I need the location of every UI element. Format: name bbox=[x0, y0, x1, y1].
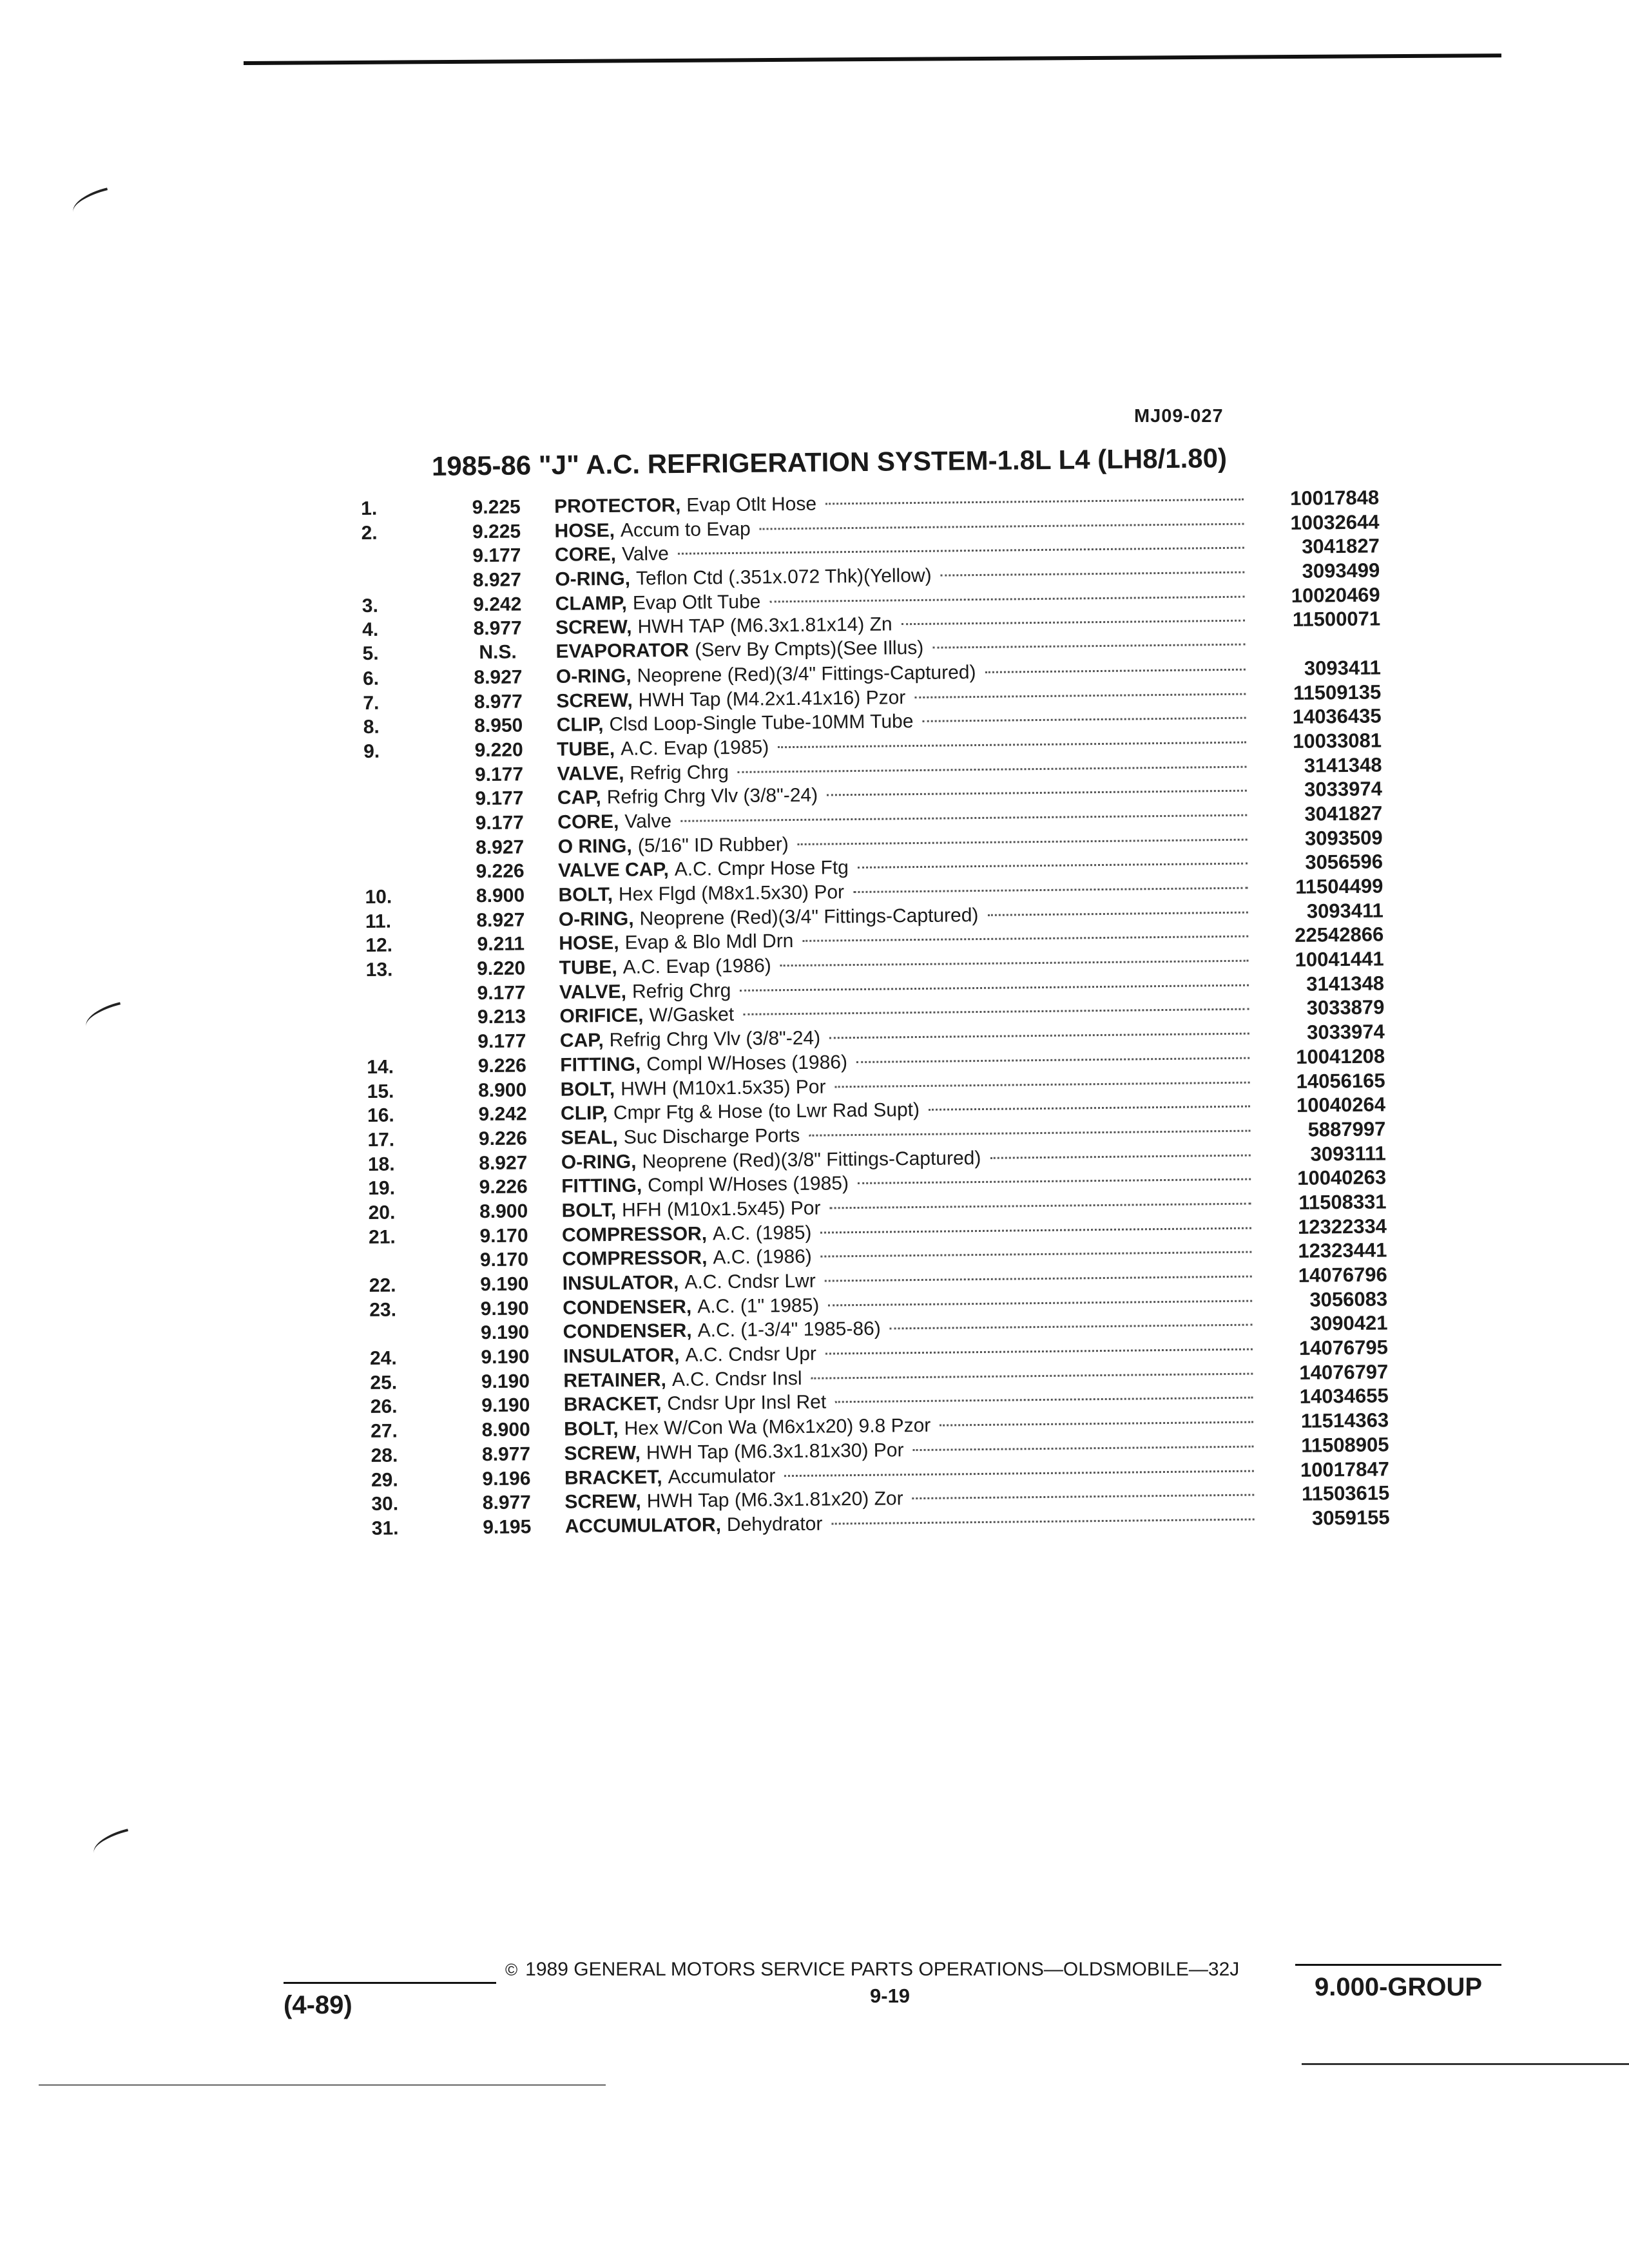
part-spec: A.C. Cndsr Lwr bbox=[684, 1270, 816, 1293]
part-number: 10020469 bbox=[1291, 583, 1380, 607]
group-number: 9.226 bbox=[479, 1176, 528, 1198]
part-spec: Dehydrator bbox=[726, 1513, 823, 1536]
ref-number: 16. bbox=[367, 1104, 394, 1127]
ref-number: 14. bbox=[367, 1056, 394, 1078]
page-number: 9-19 bbox=[870, 1984, 911, 2007]
part-number: 11509135 bbox=[1293, 680, 1382, 704]
ref-number: 9. bbox=[363, 740, 380, 762]
part-number: 3090421 bbox=[1309, 1311, 1388, 1336]
part-number: 3056083 bbox=[1309, 1287, 1388, 1311]
part-number: 14076795 bbox=[1298, 1336, 1389, 1360]
ref-number: 25. bbox=[370, 1372, 398, 1394]
part-spec: A.C. (1986) bbox=[713, 1246, 813, 1269]
part-name: CLIP, bbox=[560, 1102, 608, 1124]
part-name: SCREW, bbox=[556, 689, 633, 712]
part-name: VALVE, bbox=[557, 762, 624, 785]
part-spec: Valve bbox=[621, 543, 669, 566]
part-spec: Suc Discharge Ports bbox=[623, 1124, 800, 1148]
dot-leader bbox=[827, 790, 1247, 796]
dot-leader bbox=[890, 1324, 1253, 1330]
document-code: MJ09-027 bbox=[1134, 406, 1224, 427]
dot-leader bbox=[941, 572, 1245, 577]
dot-leader bbox=[940, 1421, 1253, 1427]
part-number: 11500071 bbox=[1292, 607, 1381, 631]
part-spec: Cmpr Ftg & Hose (to Lwr Rad Supt) bbox=[613, 1099, 920, 1124]
ref-number: 31. bbox=[371, 1517, 399, 1539]
part-spec: Neoprene (Red)(3/8" Fittings-Captured) bbox=[642, 1147, 981, 1173]
part-number: 3033974 bbox=[1306, 1020, 1385, 1044]
group-number: 9.242 bbox=[478, 1103, 527, 1126]
part-name: CLIP, bbox=[556, 714, 604, 736]
group-number: 8.900 bbox=[476, 885, 525, 907]
dot-leader bbox=[856, 1057, 1249, 1062]
part-number: 22542866 bbox=[1295, 923, 1384, 947]
part-name: CAP, bbox=[559, 1030, 604, 1052]
group-number: 9.190 bbox=[481, 1346, 530, 1369]
part-spec: Accumulator bbox=[668, 1465, 776, 1488]
part-number: 3056596 bbox=[1305, 850, 1383, 874]
group-number: 9.190 bbox=[481, 1394, 530, 1417]
footer-copyright bbox=[505, 1959, 1239, 1981]
part-spec: Hex Flgd (M8x1.5x30) Por bbox=[618, 881, 845, 905]
part-spec: W/Gasket bbox=[649, 1004, 735, 1026]
part-number: 11508905 bbox=[1301, 1433, 1389, 1457]
group-number: 9.190 bbox=[480, 1273, 529, 1296]
ref-number bbox=[367, 1048, 444, 1049]
part-spec: Clsd Loop-Single Tube-10MM Tube bbox=[609, 711, 914, 736]
group-number: 9.196 bbox=[482, 1467, 531, 1490]
dot-leader bbox=[828, 1300, 1252, 1306]
dot-leader bbox=[738, 765, 1247, 773]
part-spec: HFH (M10x1.5x45) Por bbox=[621, 1197, 821, 1221]
part-number: 11504499 bbox=[1295, 874, 1383, 898]
part-name: BOLT, bbox=[560, 1078, 615, 1100]
ref-number bbox=[365, 878, 442, 879]
part-number: 10040264 bbox=[1296, 1093, 1386, 1117]
part-number: 3093499 bbox=[1302, 559, 1380, 582]
part-spec: Refrig Chrg Vlv (3/8"-24) bbox=[606, 784, 818, 809]
part-name: CONDENSER, bbox=[563, 1296, 692, 1319]
dot-leader bbox=[853, 887, 1248, 893]
part-spec: Refrig Chrg Vlv (3/8"-24) bbox=[609, 1027, 821, 1052]
group-number: 9.211 bbox=[477, 933, 525, 956]
part-spec: Compl W/Hoses (1985) bbox=[648, 1173, 849, 1196]
group-number: 9.242 bbox=[473, 593, 522, 615]
part-number: 3033879 bbox=[1306, 995, 1385, 1020]
part-spec: A.C. Cndsr Insl bbox=[671, 1367, 802, 1390]
part-number: 3041827 bbox=[1302, 534, 1380, 559]
part-number: 12322334 bbox=[1297, 1215, 1387, 1238]
ref-number bbox=[361, 587, 439, 588]
part-name: SEAL, bbox=[561, 1126, 618, 1149]
part-spec: A.C. (1-3/4" 1985-86) bbox=[697, 1318, 881, 1341]
ref-number: 7. bbox=[363, 692, 380, 714]
group-number: 8.927 bbox=[476, 909, 525, 931]
group-number: 9.226 bbox=[478, 1128, 528, 1150]
dot-leader bbox=[831, 1518, 1254, 1524]
part-name: O-RING, bbox=[555, 665, 631, 687]
part-number: 3041827 bbox=[1304, 802, 1383, 825]
ref-number bbox=[364, 781, 441, 782]
part-spec: Cndsr Upr Insl Ret bbox=[667, 1391, 827, 1415]
part-number bbox=[1252, 649, 1381, 651]
ref-number: 10. bbox=[365, 886, 392, 908]
group-number: 9.177 bbox=[477, 982, 526, 1004]
part-number: 14056165 bbox=[1296, 1068, 1385, 1093]
parts-list bbox=[361, 485, 1390, 1540]
ref-number: 19. bbox=[368, 1177, 396, 1200]
ref-number: 3. bbox=[361, 595, 378, 617]
ref-number: 23. bbox=[369, 1299, 397, 1321]
dot-leader bbox=[912, 1494, 1255, 1500]
dot-leader bbox=[834, 1081, 1249, 1088]
dot-leader bbox=[932, 644, 1245, 649]
group-number: 9.225 bbox=[472, 521, 521, 543]
part-number: 14034655 bbox=[1299, 1384, 1389, 1408]
ref-number: 22. bbox=[369, 1274, 396, 1296]
group-number: 9.177 bbox=[477, 1030, 526, 1053]
part-name: O-RING, bbox=[558, 908, 634, 930]
part-number: 3093509 bbox=[1304, 826, 1383, 850]
group-label: 9.000-GROUP bbox=[1315, 1973, 1483, 2001]
ref-number bbox=[366, 999, 443, 1000]
dot-leader bbox=[835, 1397, 1253, 1403]
dot-leader bbox=[922, 717, 1246, 722]
ref-number: 8. bbox=[363, 716, 380, 738]
dot-leader bbox=[929, 1106, 1250, 1111]
part-spec: (5/16" ID Rubber) bbox=[637, 833, 789, 857]
part-name: O RING, bbox=[557, 835, 632, 858]
part-number: 10040263 bbox=[1297, 1166, 1387, 1190]
part-spec: HWH Tap (M4.2x1.41x16) Pzor bbox=[638, 686, 906, 711]
part-spec: A.C. (1985) bbox=[712, 1222, 812, 1244]
dot-leader bbox=[780, 960, 1249, 967]
bottom-rule-right bbox=[1302, 2063, 1629, 2065]
part-name: CLAMP, bbox=[555, 592, 628, 615]
dot-leader bbox=[829, 1203, 1251, 1209]
part-name: INSULATOR, bbox=[562, 1271, 679, 1294]
copyright-icon: © bbox=[505, 1960, 518, 1979]
dot-leader bbox=[678, 547, 1244, 555]
binder-mark bbox=[90, 1829, 131, 1853]
part-number: 14076796 bbox=[1298, 1263, 1387, 1287]
footer-rule-left bbox=[284, 1982, 496, 1984]
group-number: 9.213 bbox=[477, 1006, 526, 1028]
dot-leader bbox=[858, 1178, 1251, 1184]
ref-number: 1. bbox=[361, 497, 378, 519]
dot-leader bbox=[985, 668, 1245, 673]
dot-leader bbox=[811, 1372, 1253, 1379]
part-spec: Evap Otlt Hose bbox=[686, 493, 817, 516]
dot-leader bbox=[809, 1129, 1250, 1136]
dot-leader bbox=[680, 814, 1247, 822]
group-number: 8.977 bbox=[473, 617, 522, 640]
ref-number: 4. bbox=[362, 619, 379, 641]
part-name: BOLT, bbox=[564, 1418, 619, 1440]
ref-number: 26. bbox=[370, 1396, 398, 1418]
dot-leader bbox=[820, 1227, 1251, 1233]
part-name: CORE, bbox=[554, 544, 617, 566]
page-title: 1985-86 "J" A.C. REFRIGERATION SYSTEM-1.8L L4 (LH8/1.80) bbox=[431, 443, 1228, 481]
ref-number: 11. bbox=[365, 910, 392, 932]
part-number: 3033974 bbox=[1304, 777, 1383, 801]
part-spec: Neoprene (Red)(3/4" Fittings-Captured) bbox=[639, 904, 979, 930]
part-number: 10032644 bbox=[1290, 510, 1380, 534]
dot-leader bbox=[987, 911, 1248, 916]
part-name: FITTING, bbox=[561, 1175, 642, 1198]
part-number: 14036435 bbox=[1292, 704, 1382, 729]
group-number: 9.226 bbox=[477, 1055, 526, 1077]
group-number: 9.226 bbox=[476, 860, 525, 883]
part-name: TUBE, bbox=[559, 956, 617, 979]
ref-number: 30. bbox=[371, 1493, 399, 1515]
part-spec: Evap & Blo Mdl Drn bbox=[624, 930, 794, 954]
group-number: 8.927 bbox=[476, 836, 525, 858]
part-name: TUBE, bbox=[556, 738, 615, 760]
footer-rule-right bbox=[1295, 1964, 1501, 1966]
group-number: 9.177 bbox=[472, 544, 521, 567]
group-number: 9.170 bbox=[479, 1249, 529, 1271]
group-number: 8.977 bbox=[481, 1443, 531, 1465]
part-spec: Neoprene (Red)(3/4" Fittings-Captured) bbox=[637, 661, 976, 687]
part-number: 3059155 bbox=[1311, 1506, 1390, 1530]
part-number: 3093411 bbox=[1306, 899, 1383, 923]
dot-leader bbox=[901, 620, 1246, 626]
ref-number: 21. bbox=[368, 1226, 396, 1248]
group-number: 9.177 bbox=[474, 763, 524, 785]
part-name: COMPRESSOR, bbox=[561, 1223, 708, 1246]
group-number: 9.170 bbox=[479, 1224, 528, 1247]
ref-number: 17. bbox=[367, 1129, 395, 1151]
part-number: 5887997 bbox=[1307, 1117, 1386, 1141]
dot-leader bbox=[858, 863, 1248, 869]
part-spec: (Serv By Cmpts)(See Illus) bbox=[695, 637, 924, 661]
group-number: 8.977 bbox=[482, 1492, 532, 1514]
part-number: 10033081 bbox=[1292, 729, 1382, 753]
top-rule bbox=[244, 53, 1501, 65]
part-number: 11503615 bbox=[1301, 1481, 1390, 1505]
dot-leader bbox=[802, 936, 1248, 942]
group-number: 9.177 bbox=[475, 812, 525, 834]
part-number: 10041441 bbox=[1295, 947, 1384, 971]
ref-number: 20. bbox=[368, 1202, 396, 1224]
part-name: O-RING, bbox=[555, 568, 631, 590]
dot-leader bbox=[743, 1008, 1249, 1015]
part-number: 10017848 bbox=[1289, 486, 1380, 510]
part-name: VALVE, bbox=[559, 981, 627, 1003]
copyright-text: 1989 GENERAL MOTORS SERVICE PARTS OPERATIONS—OLDSMOBILE—32J bbox=[525, 1959, 1240, 1980]
binder-mark bbox=[82, 1002, 124, 1026]
part-number: 14076797 bbox=[1299, 1360, 1389, 1384]
ref-number bbox=[364, 805, 441, 806]
part-spec: A.C. Evap (1986) bbox=[622, 955, 771, 978]
part-spec: HWH (M10x1.5x35) Por bbox=[620, 1075, 826, 1100]
part-number: 10041208 bbox=[1296, 1044, 1385, 1068]
part-name: CONDENSER, bbox=[563, 1320, 692, 1343]
dot-leader bbox=[760, 523, 1244, 530]
part-number: 3093411 bbox=[1304, 656, 1382, 680]
group-number: 8.900 bbox=[479, 1200, 528, 1223]
dot-leader bbox=[914, 693, 1246, 698]
part-spec: A.C. Evap (1985) bbox=[620, 736, 769, 760]
part-name: HOSE, bbox=[559, 932, 619, 955]
dot-leader bbox=[825, 1276, 1252, 1282]
dot-leader bbox=[829, 1033, 1249, 1039]
part-name: BOLT, bbox=[558, 883, 613, 906]
dot-leader bbox=[784, 1470, 1254, 1477]
part-number: 11508331 bbox=[1298, 1190, 1387, 1214]
ref-number: 28. bbox=[371, 1445, 398, 1466]
ref-number: 5. bbox=[362, 642, 379, 665]
part-spec: Valve bbox=[624, 810, 672, 832]
part-name: BRACKET, bbox=[564, 1466, 662, 1489]
part-name: PROTECTOR, bbox=[554, 494, 681, 517]
group-number: 8.927 bbox=[472, 569, 522, 591]
dot-leader bbox=[821, 1251, 1252, 1258]
ref-number: 12. bbox=[365, 934, 393, 957]
part-spec: Accum to Evap bbox=[620, 518, 751, 541]
part-spec: Refrig Chrg bbox=[630, 761, 729, 784]
part-number: 3141348 bbox=[1304, 753, 1382, 777]
dot-leader bbox=[825, 499, 1244, 505]
part-number: 12323441 bbox=[1298, 1238, 1387, 1263]
part-spec: A.C. Cndsr Upr bbox=[685, 1343, 817, 1366]
group-number: 9.195 bbox=[483, 1516, 532, 1538]
part-name: SCREW, bbox=[564, 1490, 641, 1513]
part-name: SCREW, bbox=[564, 1442, 641, 1465]
part-number: 11514363 bbox=[1300, 1408, 1389, 1432]
group-number: 8.977 bbox=[474, 690, 523, 713]
group-number: 9.190 bbox=[481, 1370, 530, 1392]
group-number: 9.225 bbox=[472, 496, 521, 519]
part-spec: HWH Tap (M6.3x1.81x30) Por bbox=[646, 1439, 904, 1464]
dot-leader bbox=[825, 1349, 1253, 1355]
part-name: CORE, bbox=[557, 811, 619, 833]
bottom-rule-left bbox=[39, 2084, 606, 2086]
ref-number: 15. bbox=[367, 1081, 394, 1102]
part-spec: Hex W/Con Wa (M6x1x20) 9.8 Pzor bbox=[624, 1414, 931, 1439]
ref-number: 6. bbox=[362, 668, 380, 689]
part-name: SCREW, bbox=[555, 617, 632, 639]
part-name: VALVE CAP, bbox=[557, 859, 669, 882]
group-number: 9.190 bbox=[480, 1298, 529, 1320]
ref-number: 24. bbox=[369, 1347, 397, 1369]
part-name: INSULATOR, bbox=[563, 1344, 680, 1367]
part-name: CAP, bbox=[557, 787, 601, 809]
part-spec: Evap Otlt Tube bbox=[632, 591, 761, 614]
group-number: 9.220 bbox=[476, 957, 526, 980]
dot-leader bbox=[778, 742, 1246, 749]
part-name: BRACKET, bbox=[563, 1393, 662, 1416]
part-name: FITTING, bbox=[560, 1053, 641, 1076]
part-name: O-RING, bbox=[561, 1151, 637, 1173]
ref-number: 18. bbox=[367, 1153, 395, 1175]
group-number: 9.177 bbox=[475, 787, 524, 810]
date-code: (4-89) bbox=[284, 1991, 352, 2019]
part-number: 10017847 bbox=[1300, 1457, 1390, 1481]
binder-mark bbox=[70, 187, 111, 212]
part-spec: A.C. (1" 1985) bbox=[697, 1294, 820, 1318]
part-name: ACCUMULATOR, bbox=[564, 1514, 722, 1537]
dot-leader bbox=[769, 595, 1244, 602]
part-name: COMPRESSOR, bbox=[562, 1247, 708, 1271]
group-number: 8.900 bbox=[477, 1079, 527, 1101]
group-number: 9.190 bbox=[480, 1321, 530, 1344]
part-spec: Teflon Ctd (.351x.072 Thk)(Yellow) bbox=[635, 564, 932, 590]
dot-leader bbox=[990, 1154, 1250, 1158]
part-name: BOLT, bbox=[561, 1199, 617, 1222]
group-number: N.S. bbox=[479, 641, 517, 664]
ref-number: 27. bbox=[371, 1420, 398, 1443]
group-number: 8.900 bbox=[481, 1419, 530, 1441]
group-number: 9.220 bbox=[474, 739, 523, 762]
group-number: 8.950 bbox=[474, 715, 523, 737]
part-name: EVAPORATOR bbox=[555, 639, 689, 662]
ref-number: 29. bbox=[371, 1468, 398, 1491]
group-number: 8.927 bbox=[474, 666, 523, 688]
ref-number: 2. bbox=[361, 522, 378, 544]
dot-leader bbox=[913, 1445, 1254, 1451]
group-number: 8.927 bbox=[479, 1151, 528, 1174]
part-name: RETAINER, bbox=[563, 1369, 667, 1392]
part-spec: HWH Tap (M6.3x1.81x20) Zor bbox=[646, 1488, 903, 1512]
dot-leader bbox=[740, 984, 1249, 991]
part-spec: HWH TAP (M6.3x1.81x14) Zn bbox=[637, 613, 892, 638]
ref-number bbox=[361, 562, 439, 563]
part-name: ORIFICE, bbox=[559, 1004, 644, 1028]
ref-number bbox=[364, 830, 441, 831]
part-number: 3141348 bbox=[1306, 972, 1385, 995]
part-spec: A.C. Cmpr Hose Ftg bbox=[674, 857, 849, 881]
dot-leader bbox=[798, 838, 1248, 845]
part-spec: Compl W/Hoses (1986) bbox=[646, 1051, 848, 1075]
part-name: HOSE, bbox=[554, 519, 615, 542]
ref-number: 13. bbox=[365, 959, 393, 981]
part-spec: Refrig Chrg bbox=[631, 979, 731, 1003]
part-number: 3093111 bbox=[1310, 1141, 1386, 1166]
